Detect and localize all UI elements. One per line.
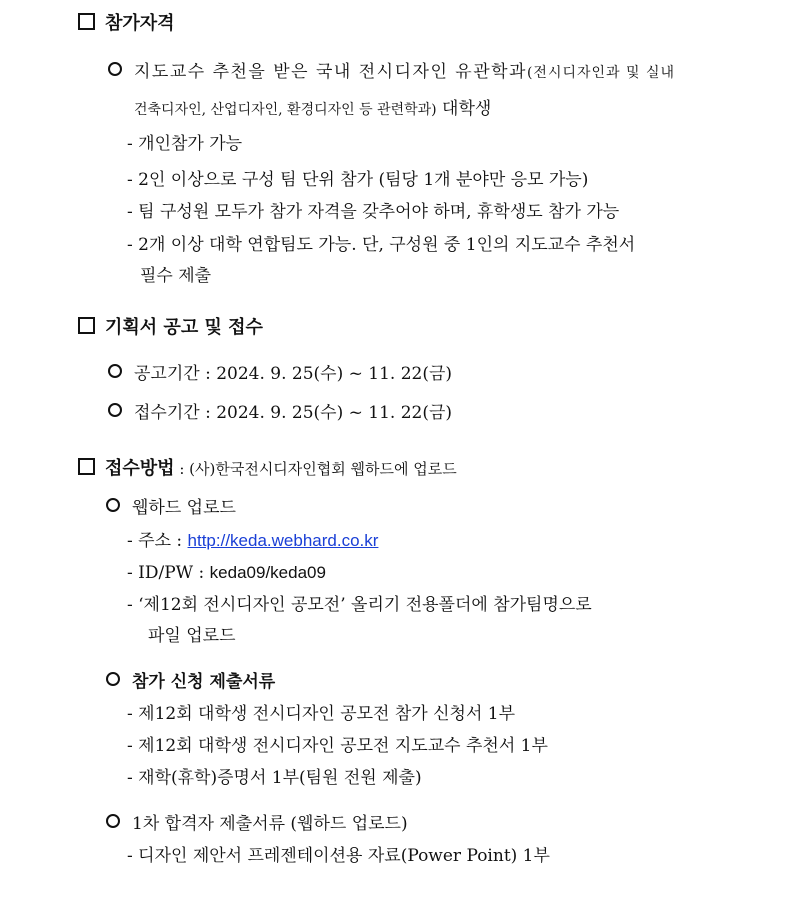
detail-item: - 팀 구성원 모두가 참가 자격을 갖추어야 하며, 휴학생도 참가 가능 <box>127 202 620 222</box>
section-heading-eligibility: 참가자격 <box>78 12 175 36</box>
detail-item: - 2개 이상 대학 연합팀도 가능. 단, 구성원 중 1인의 지도교수 추천서 <box>127 235 636 255</box>
detail-item: - 2인 이상으로 구성 팀 단위 참가 (팀당 1개 분야만 응모 가능) <box>127 170 589 190</box>
list-item: 웹하드 업로드 <box>106 496 236 520</box>
list-item-continued: 건축디자인, 산업디자인, 환경디자인 등 관련학과) 대학생 <box>134 99 492 119</box>
circle-bullet-icon <box>108 364 122 378</box>
list-item: 공고기간 : 2024. 9. 25(수) ~ 11. 22(금) <box>108 362 452 386</box>
circle-bullet-icon <box>106 814 120 828</box>
list-item: 참가 신청 제출서류 <box>106 670 275 694</box>
circle-bullet-icon <box>106 498 120 512</box>
checkbox-square-icon <box>78 13 95 30</box>
detail-item-continued: 필수 제출 <box>140 266 212 286</box>
detail-item: - 재학(휴학)증명서 1부(팀원 전원 제출) <box>127 768 422 788</box>
section-heading-submission: 접수방법 : (사)한국전시디자인협회 웹하드에 업로드 <box>78 457 457 481</box>
list-item: 1차 합격자 제출서류 (웹하드 업로드) <box>106 812 408 836</box>
detail-item: - 디자인 제안서 프레젠테이션용 자료(Power Point) 1부 <box>127 846 550 866</box>
detail-item: - 제12회 대학생 전시디자인 공모전 참가 신청서 1부 <box>127 704 516 724</box>
list-item: 접수기간 : 2024. 9. 25(수) ~ 11. 22(금) <box>108 401 452 425</box>
section-heading-announcement: 기획서 공고 및 접수 <box>78 316 263 340</box>
checkbox-square-icon <box>78 317 95 334</box>
circle-bullet-icon <box>108 62 122 76</box>
circle-bullet-icon <box>108 403 122 417</box>
webhard-link[interactable]: http://keda.webhard.co.kr <box>187 531 379 550</box>
list-item: 지도교수 추천을 받은 국내 전시디자인 유관학과(전시디자인과 및 실내 <box>108 60 718 85</box>
detail-item-idpw: - ID/PW : keda09/keda09 <box>127 563 326 583</box>
detail-item-address: - 주소 : http://keda.webhard.co.kr <box>127 531 379 551</box>
checkbox-square-icon <box>78 458 95 475</box>
detail-item: - 제12회 대학생 전시디자인 공모전 지도교수 추천서 1부 <box>127 736 548 756</box>
detail-item: - ‘제12회 전시디자인 공모전’ 올리기 전용폴더에 참가팀명으로 <box>127 595 592 615</box>
detail-item: - 개인참가 가능 <box>127 134 243 154</box>
detail-item-continued: 파일 업로드 <box>148 626 236 646</box>
circle-bullet-icon <box>106 672 120 686</box>
